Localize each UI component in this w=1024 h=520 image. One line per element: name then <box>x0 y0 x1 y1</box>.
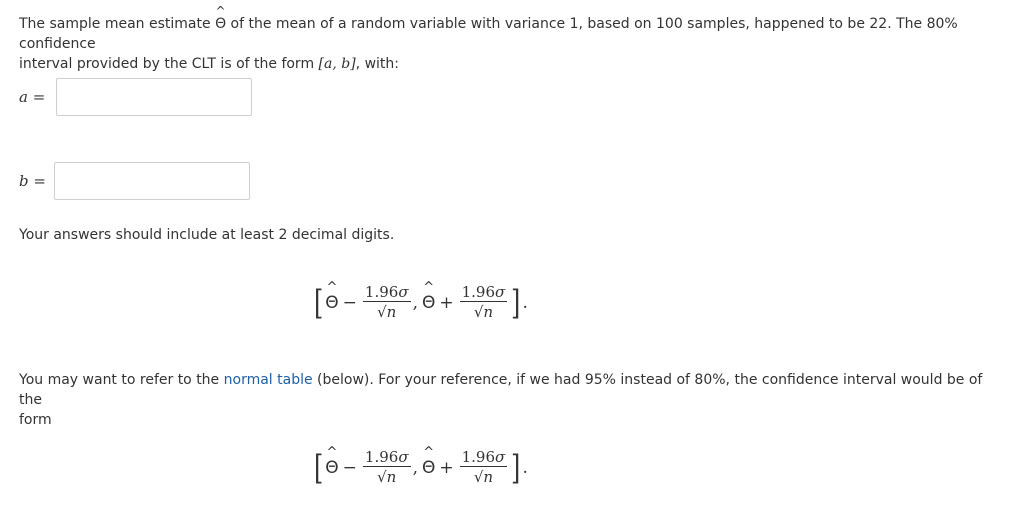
fraction: $\frac{1.96\sigma}{√n}$ <box>461 448 506 486</box>
comma: , <box>412 457 418 478</box>
theta-hat: ^ Θ <box>325 279 339 313</box>
fraction: $\frac{1.96\sigma}{√n}$ <box>364 448 409 486</box>
right-bracket: ] <box>511 282 521 323</box>
left-bracket: [ <box>313 282 324 323</box>
question-text <box>19 4 1019 74</box>
question-line2-start: interval provided by the CLT is of the form <box>19 56 319 72</box>
normal-table-link[interactable]: normal table <box>223 372 313 388</box>
theta-hat: ^ Θ <box>421 279 436 313</box>
decimal-note: Your answers should include at least 2 decimal digits. <box>19 227 395 243</box>
reference-line1-start: You may want to refer to the <box>19 372 224 388</box>
reference-line2: form <box>19 412 52 428</box>
minus-sign: − <box>342 457 357 478</box>
minus-sign: − <box>342 292 357 313</box>
fraction: $\frac{1.96\sigma}{√n}$ <box>364 283 409 321</box>
theta-hat: ^ Θ <box>325 444 339 478</box>
reference-line1-end: (below). For your reference, if we had 95% instead of 80%, the confidence interval would be of the <box>19 372 983 408</box>
b-answer-input[interactable] <box>54 162 250 200</box>
theta-hat: ^ Θ <box>421 444 436 478</box>
comma: , <box>412 292 418 313</box>
confidence-interval-formula-2 <box>312 444 528 488</box>
right-bracket: ] <box>511 447 521 488</box>
left-bracket: [ <box>313 447 324 488</box>
fraction: $\frac{1.96\sigma}{√n}$ <box>461 283 506 321</box>
confidence-interval-formula-1 <box>312 279 528 323</box>
period: . <box>522 457 528 478</box>
a-label: a = <box>19 88 46 106</box>
question-line1-end: of the mean of a random variable with variance 1, based on 100 samples, happened to be 22. The 80% confidence <box>19 16 958 52</box>
question-line2-end: , with: <box>355 56 399 72</box>
b-label: b = <box>19 172 46 190</box>
theta-hat-symbol: ^ Θ <box>215 4 227 32</box>
interval-notation: [a, b] <box>318 56 356 72</box>
question-line1-start: The sample mean estimate <box>19 16 216 32</box>
reference-text <box>19 370 1009 430</box>
period: . <box>522 292 528 313</box>
plus-sign: + <box>439 292 454 313</box>
a-answer-input[interactable] <box>56 78 252 116</box>
plus-sign: + <box>439 457 454 478</box>
